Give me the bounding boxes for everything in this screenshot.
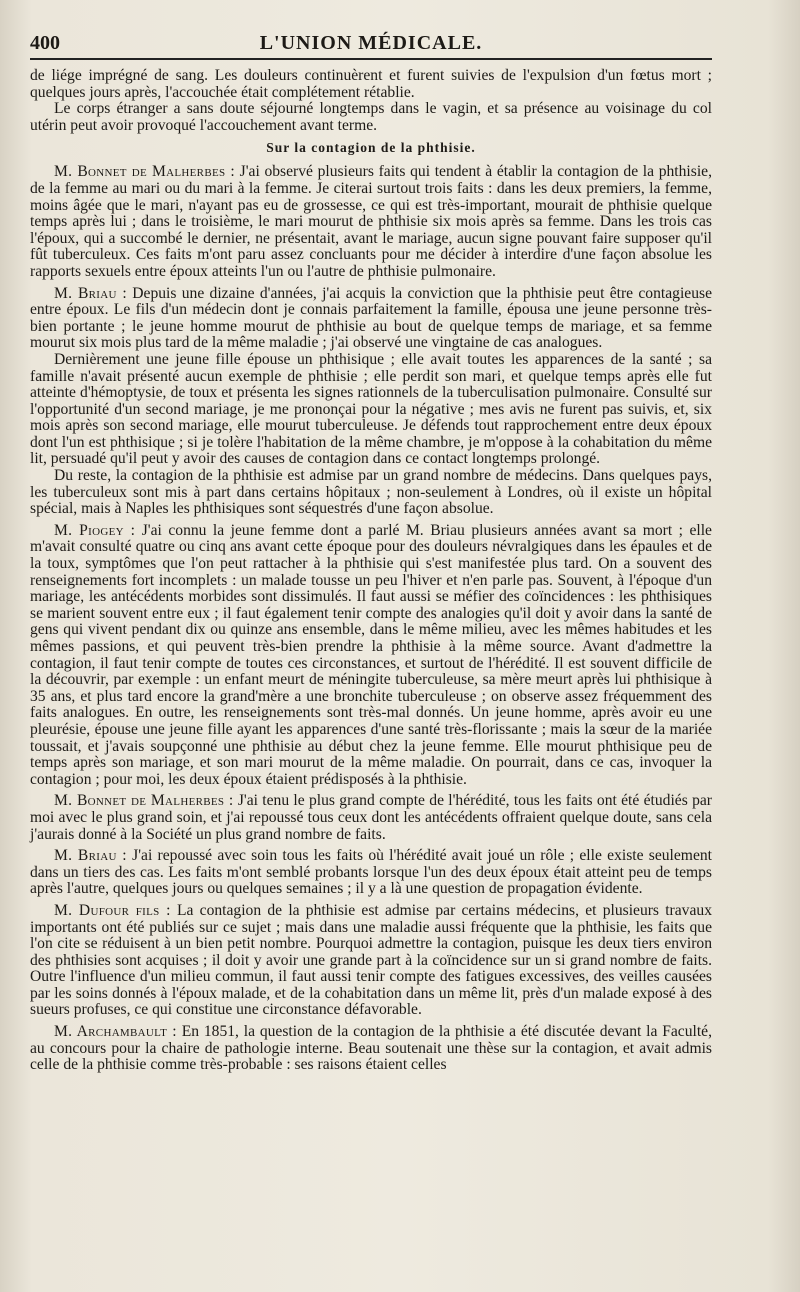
page-number: 400 (30, 32, 60, 54)
discussion-entry-briau-2 (30, 848, 712, 898)
discussion-entry-bonnet-1 (30, 164, 712, 280)
entry-text: Depuis une dizaine d'années, j'ai acquis la conviction que la phthisie peut être contagieuse entre époux. Le fils d'un médecin dont je connais parfaitement la famille, épousa une jeune personne très-bien portante ; le jeune homme mourut de phthisie au bout de quelque temps de mariage, et sa femme mourut six mois plus tard de la même maladie ; j'ai observé une vingtaine de cas analogues. (30, 284, 712, 352)
discussion-entry-archambault (30, 1024, 712, 1074)
entry-text: J'ai connu la jeune femme dont a parlé M. Briau plusieurs années avant sa mort ; elle m'avait consulté quatre ou cinq ans avant cette époque pour des douleurs névralgiques dans les épaules et de la toux, symptômes que l'on peut rattacher à la phthisie qui s'est manifestée plus tard. On a souvent des renseignements fort incomplets : un malade tousse un peu l'hiver et n'en parle pas. Souvent, à l'époque d'un mariage, les antécédents morbides sont dissimulés. Il faut aussi se méfier des coïncidences : les phthisiques se marient souvent entre eux ; il faut également tenir compte des analogies qu'il doit y avoir dans la santé de gens qui vivent pendant dix ou quinze ans ensemble, dans le même milieu, avec les mêmes habitudes et les mêmes passions, et qui peuvent très-bien prendre la phthisie à la même source. Avant d'admettre la contagion, il faut tenir compte de toutes ces circonstances, et surtout de l'hérédité. Il est souvent difficile de la découvrir, par exemple : un enfant meurt de méningite tuberculeuse, sa mère meurt après lui phthisique à 35 ans, et plus tard encore la grand'mère a une bronchite tuberculeuse ; on observe assez fréquemment des faits analogues. En outre, les renseignements sont très-mal donnés. Un jeune homme, après avoir eu une pleurésie, épouse une jeune fille ayant les apparences d'une santé très-florissante ; mais la sœur de la mariée toussait, et j'avais soupçonné une phthisie au début chez la jeune femme. Elle mourut phthisique peu de temps après son mariage, et son mari mourut de la même maladie. On pourrait, dans ce cas, invoquer la contagion ; pour moi, les deux époux étaient prédisposés à la phthisie. (30, 521, 712, 788)
speaker-name: M. Bonnet de Malherbes : (54, 792, 234, 810)
speaker-name: M. Archambault : (54, 1023, 177, 1041)
entry-text: J'ai repoussé avec soin tous les faits où l'hérédité avait joué un rôle ; elle existe seulement dans un tiers des cas. Les faits m'ont semblé probants lorsque l'un des deux époux était atteint peu de temps après l'autre, quelques jours ou quelques semaines ; il y a là une question de propagation évidente. (30, 847, 712, 898)
speaker-name: M. Briau : (54, 284, 127, 302)
entry-text: J'ai tenu le plus grand compte de l'hérédité, tous les faits ont été étudiés par moi avec le plus grand soin, et j'ai repoussé tous ceux dont les antécédents offraient quelque doute, sans cela j'aurais donné à la Société un plus grand nombre de faits. (30, 792, 712, 843)
running-head (30, 26, 712, 60)
section-heading: Sur la contagion de la phthisie. (266, 140, 476, 156)
entry-text: En 1851, la question de la contagion de la phthisie a été discutée devant la Faculté, au concours pour la chaire de pathologie interne. Beau soutenait une thèse sur la contagion, et avait admis celle de la phthisie comme très-probable : ses raisons étaient celles (30, 1023, 712, 1074)
discussion-entry-briau-1 (30, 286, 712, 352)
speaker-name: M. Briau : (54, 847, 127, 865)
paragraph-continued: de liége imprégné de sang. Les douleurs continuèrent et furent suivies de l'expulsion d'un fœtus mort ; quelques jours après, l'accouchée était complétement rétablie. (30, 67, 712, 101)
entry-text: J'ai observé plusieurs faits qui tendent à établir la contagion de la phthisie, de la femme au mari ou du mari à la femme. Je citerai surtout trois faits : dans les deux premiers, la femme, moins âgée que le mari, n'ayant pas eu de grossesse, ce qui est très-important, mourait de phthisie quelque temps après lui ; dans le troisième, le mari mourut de phthisie six mois après sa femme. Dans les trois cas l'époux, qui a succombé le dernier, ne présentait, avant le mariage, aucun signe pouvant faire supposer qu'il fût tuberculeux. Ces faits m'ont paru assez concluants pour me décider à interdire d'une façon absolue les rapports sexuels entre époux atteints l'un ou l'autre de phthisie pulmonaire. (30, 163, 712, 280)
speaker-name: M. Bonnet de Malherbes : (54, 163, 235, 181)
discussion-entry-dufour (30, 903, 712, 1019)
discussion-entry-bonnet-2 (30, 793, 712, 843)
paragraph: Le corps étranger a sans doute séjourné longtemps dans le vagin, et sa présence au voisinage du col utérin peut avoir provoqué l'accouchement avant terme. (30, 100, 712, 134)
paragraph: Du reste, la contagion de la phthisie est admise par un grand nombre de médecins. Dans quelques pays, les tuberculeux sont mis à part dans certains hôpitaux ; non-seulement à Londres, où il existe un hôpital spécial, mais à Naples les phthisiques sont séquestrés d'une façon absolue. (30, 467, 712, 518)
article-body (30, 68, 712, 1074)
discussion-entry-piogey (30, 523, 712, 789)
speaker-name: M. Dufour fils : (54, 901, 171, 919)
paragraph: Dernièrement une jeune fille épouse un phthisique ; elle avait toutes les apparences de la santé ; sa famille n'avait présenté aucun exemple de phthisie ; elle perdit son mari, et quelque temps après elle fut atteinte d'hémoptysie, de toux et présenta les signes rationnels de la tuberculisation pulmonaire. Consulté sur l'opportunité d'un second mariage, je me prononçai pour la négative ; mes avis ne furent pas suivis, et, six mois après son second mariage, elle mourut tuberculeuse. Je défends tout rapprochement entre deux époux dont l'un est phthisique ; si je tolère l'habitation de la même chambre, je m'oppose à la cohabitation du même lit, persuadé qu'il peut y avoir des causes de contagion dans ce contact longtemps prolongé. (30, 350, 712, 468)
running-title: L'UNION MÉDICALE. (259, 32, 483, 54)
entry-text: La contagion de la phthisie est admise par certains médecins, et plusieurs travaux importants ont été publiés sur ce sujet ; mais dans une maladie aussi fréquente que la phthisie, les faits que l'on cite se réduisent à un bien petit nombre. Pourquoi admettre la contagion, puisque les deux tiers environ des phthisies sont acquises ; il doit y avoir une grande part à la coïncidence sur un si grand nombre de faits. Outre l'influence d'un milieu commun, il faut aussi tenir compte des fatigues excessives, des veilles causées par les soins donnés à l'époux malade, et de la cohabitation dans un même lit, près d'un malade exposé à des sueurs profuses, ce qui constitue une circonstance défavorable. (30, 901, 712, 1019)
speaker-name: M. Piogey : (54, 521, 136, 539)
